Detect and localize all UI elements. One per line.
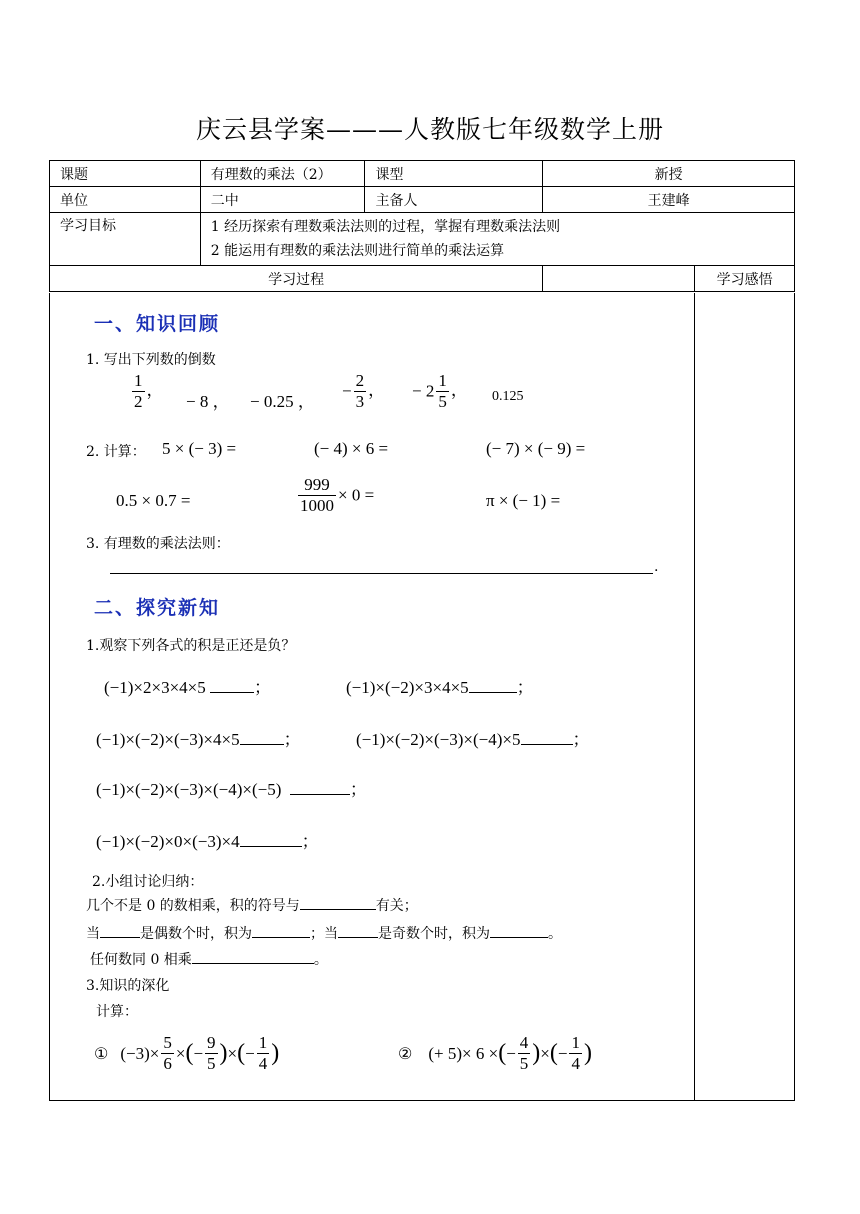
recip-3: − 0.25 ， xyxy=(250,392,315,411)
sign-expr-3: (−1)×(−2)×(−3)×4×5 ； xyxy=(96,730,301,749)
objectives xyxy=(200,213,794,266)
discuss-line-1: 几个不是 0 的数相乘，积的符号与 有关； xyxy=(86,898,418,914)
label-course: 课题 xyxy=(50,161,201,187)
discuss-line-2: 当 是偶数个时，积为 ；当 是奇数个时，积为 。 xyxy=(86,926,562,942)
content-area xyxy=(49,293,795,1101)
section-review-title: 一、知识回顾 xyxy=(94,313,221,335)
sign-expr-4: (−1)×(−2)×(−3)×(−4)×5 ； xyxy=(356,730,590,749)
header-table xyxy=(49,160,795,292)
expr-4: 0.5 × 0.7 = xyxy=(116,491,191,510)
discuss-line-3: 任何数同 0 相乘 。 xyxy=(90,952,328,968)
q2-discuss: 2.小组讨论归纳： xyxy=(92,874,204,890)
q2-compute: 2. 计算： xyxy=(86,444,146,460)
column-feel-wrap xyxy=(543,266,795,292)
label-unit: 单位 xyxy=(50,187,201,213)
calc-problem-2: ② (+ 5)× 6 × ( − $\frac{4}{5}$ ) × ( − $\frac{1}{4}$ ) xyxy=(398,1033,592,1073)
calc-label: 计算： xyxy=(96,1004,138,1020)
objective-2: 2 能运用有理数的乘法法则进行简单的乘法运算 xyxy=(210,243,505,259)
recip-4: − $\frac{2}{3}$ ， xyxy=(342,371,386,411)
expr-3: (− 7) × (− 9) = xyxy=(486,439,586,458)
rule-end-dot: . xyxy=(654,559,659,575)
sign-expr-6: (−1)×(−2)×0×(−3)×4 ； xyxy=(96,832,319,851)
q3-deepen: 3.知识的深化 xyxy=(86,978,170,994)
value-course: 有理数的乘法（2） xyxy=(200,161,365,187)
row-unit xyxy=(50,187,795,213)
row-course xyxy=(50,161,795,187)
expr-5: $\frac{999}{1000}$ × 0 = xyxy=(300,475,375,515)
rule-answer-line xyxy=(110,573,653,574)
sign-expr-2: (−1)×(−2)×3×4×5 ； xyxy=(346,678,534,697)
expr-2: (− 4) × 6 = xyxy=(314,439,389,458)
sign-expr-5: (−1)×(−2)×(−3)×(−4)×(−5) ； xyxy=(96,780,367,799)
recip-2: − 8 ， xyxy=(186,392,230,411)
section-explore-title: 二、探究新知 xyxy=(94,597,221,619)
label-type: 课型 xyxy=(365,161,543,187)
q1-sign: 1.观察下列各式的积是正还是负？ xyxy=(86,638,296,654)
row-columns xyxy=(50,266,795,292)
row-objectives xyxy=(50,213,795,266)
column-divider xyxy=(694,293,695,1101)
value-preparer: 王建峰 xyxy=(543,187,795,213)
calc-problem-1: ① (−3)× $\frac{5}{6}$ × ( − $\frac{9}{5}$ ) × ( − $\frac{1}{4}$ ) xyxy=(94,1033,280,1073)
label-preparer: 主备人 xyxy=(365,187,543,213)
column-feel: 学习感悟 xyxy=(716,271,773,288)
q3-rule: 3. 有理数的乘法法则： xyxy=(86,536,230,552)
expr-6: π × (− 1) = xyxy=(486,491,561,510)
value-unit: 二中 xyxy=(200,187,365,213)
value-type: 新授 xyxy=(543,161,795,187)
recip-6: 0.125 xyxy=(492,389,524,404)
q1-reciprocal: 1. 写出下列数的倒数 xyxy=(86,352,216,368)
page-title: 庆云县学案———人教版七年级数学上册 xyxy=(195,115,664,144)
recip-5: − 2 $\frac{1}{5}$ ， xyxy=(412,371,468,411)
column-process: 学习过程 xyxy=(50,266,543,292)
recip-1: $\frac{1}{2}$ ， xyxy=(134,371,164,411)
label-objectives: 学习目标 xyxy=(50,213,201,266)
objective-1: 1 经历探索有理数乘法法则的过程，掌握有理数乘法法则 xyxy=(210,219,561,235)
expr-1: 5 × (− 3) = xyxy=(162,439,237,458)
sign-expr-1: (−1)×2×3×4×5 ； xyxy=(104,678,272,697)
